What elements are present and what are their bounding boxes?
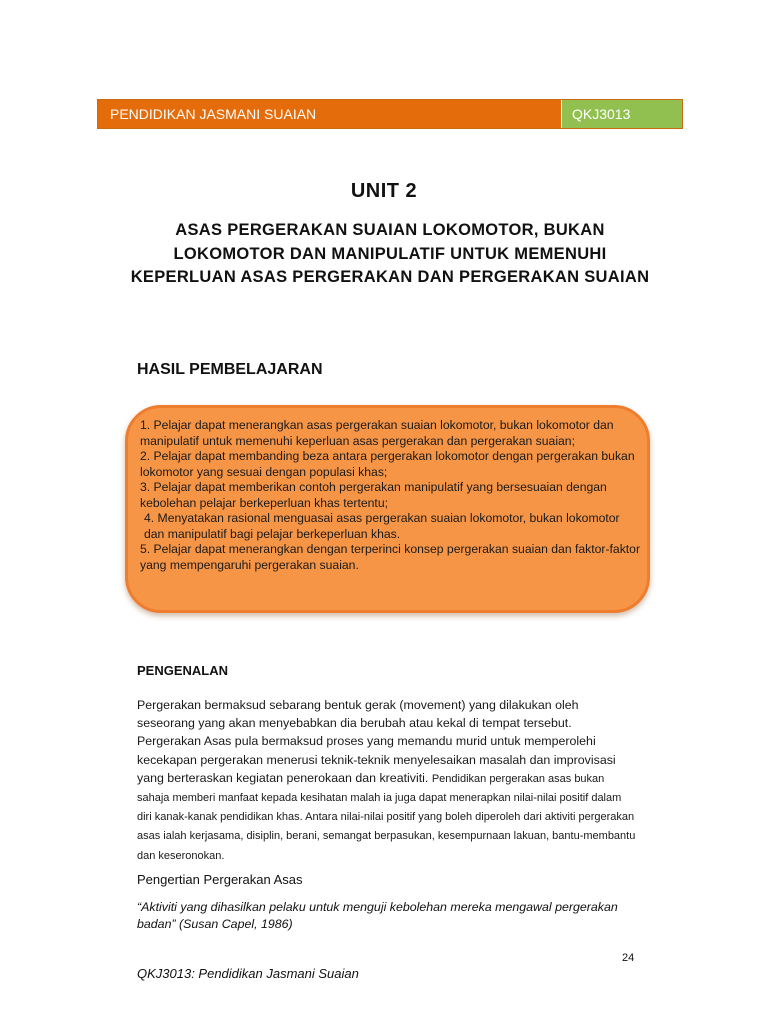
page-header-bar bbox=[97, 99, 683, 129]
introduction-main-text: Pergerakan bermaksud sebarang bentuk gerak (movement) yang dilakukan oleh seseorang yang akan menyebabkan dia berubah atau kekal di tempat tersebut. Pergerakan Asas pula bermaksud proses yang memandu murid untuk memperolehi kecekapan pergerakan menerusi teknik-teknik menyelesaikan masalah dan improvisasi yang berteraskan kegiatan penerokaan dan kreativiti. bbox=[137, 698, 616, 785]
introduction-paragraph bbox=[137, 696, 637, 865]
introduction-heading: PENGENALAN bbox=[137, 663, 229, 678]
introduction-small-text: Pendidikan pergerakan asas bukan sahaja memberi manfaat kepada kesihatan malah ia juga dapat menerapkan nilai-nilai positif dalam diri kanak-kanak pendidikan khas. Antara nilai-nilai positif yang boleh diperoleh dari aktiviti pergerakan asas ialah kerjasama, disiplin, berani, semangat berpasukan, kesempurnaan lakuan, bantu-membantu dan keseronokan. bbox=[137, 772, 636, 862]
course-code: QKJ3013 bbox=[561, 100, 682, 128]
course-name: PENDIDIKAN JASMANI SUAIAN bbox=[98, 100, 561, 128]
learning-outcomes-heading: HASIL PEMBELAJARAN bbox=[137, 361, 323, 378]
learning-outcome-item: 5. Pelajar dapat menerangkan dengan terperinci konsep pergerakan suaian dan faktor-faktor yang mempengaruhi pergerakan suaian. bbox=[140, 542, 641, 572]
learning-outcomes-list bbox=[140, 418, 640, 573]
main-title: ASAS PERGERAKAN SUAIAN LOKOMOTOR, BUKAN LOKOMOTOR DAN MANIPULATIF UNTUK MEMENUHI KEPERLUAN ASAS PERGERAKAN DAN PERGERAKAN SUAIAN bbox=[130, 221, 650, 286]
learning-outcome-item: 3. Pelajar dapat memberikan contoh pergerakan manipulatif yang bersesuaian dengan kebolehan pelajar berkeperluan khas tertentu; bbox=[140, 480, 607, 510]
unit-title: UNIT 2 bbox=[350, 180, 418, 202]
definition-heading: Pengertian Pergerakan Asas bbox=[137, 872, 303, 887]
learning-outcome-item: 1. Pelajar dapat menerangkan asas pergerakan suaian lokomotor, bukan lokomotor dan manipulatif untuk memenuhi keperluan asas pergerakan dan pergerakan suaian; bbox=[140, 418, 614, 448]
definition-quote: “Aktiviti yang dihasilkan pelaku untuk menguji kebolehan mereka mengawal pergerakan badan” (Susan Capel, 1986) bbox=[137, 900, 618, 931]
page-number: 24 bbox=[622, 952, 635, 964]
learning-outcome-item: 4. Menyatakan rasional menguasai asas pergerakan suaian lokomotor, bukan lokomotor dan manipulatif bagi pelajar berkeperluan khas. bbox=[144, 511, 620, 541]
page-footer: QKJ3013: Pendidikan Jasmani Suaian bbox=[137, 966, 359, 981]
learning-outcome-item: 2. Pelajar dapat membanding beza antara pergerakan lokomotor dengan pergerakan bukan lokomotor yang sesuai dengan populasi khas; bbox=[140, 449, 635, 479]
